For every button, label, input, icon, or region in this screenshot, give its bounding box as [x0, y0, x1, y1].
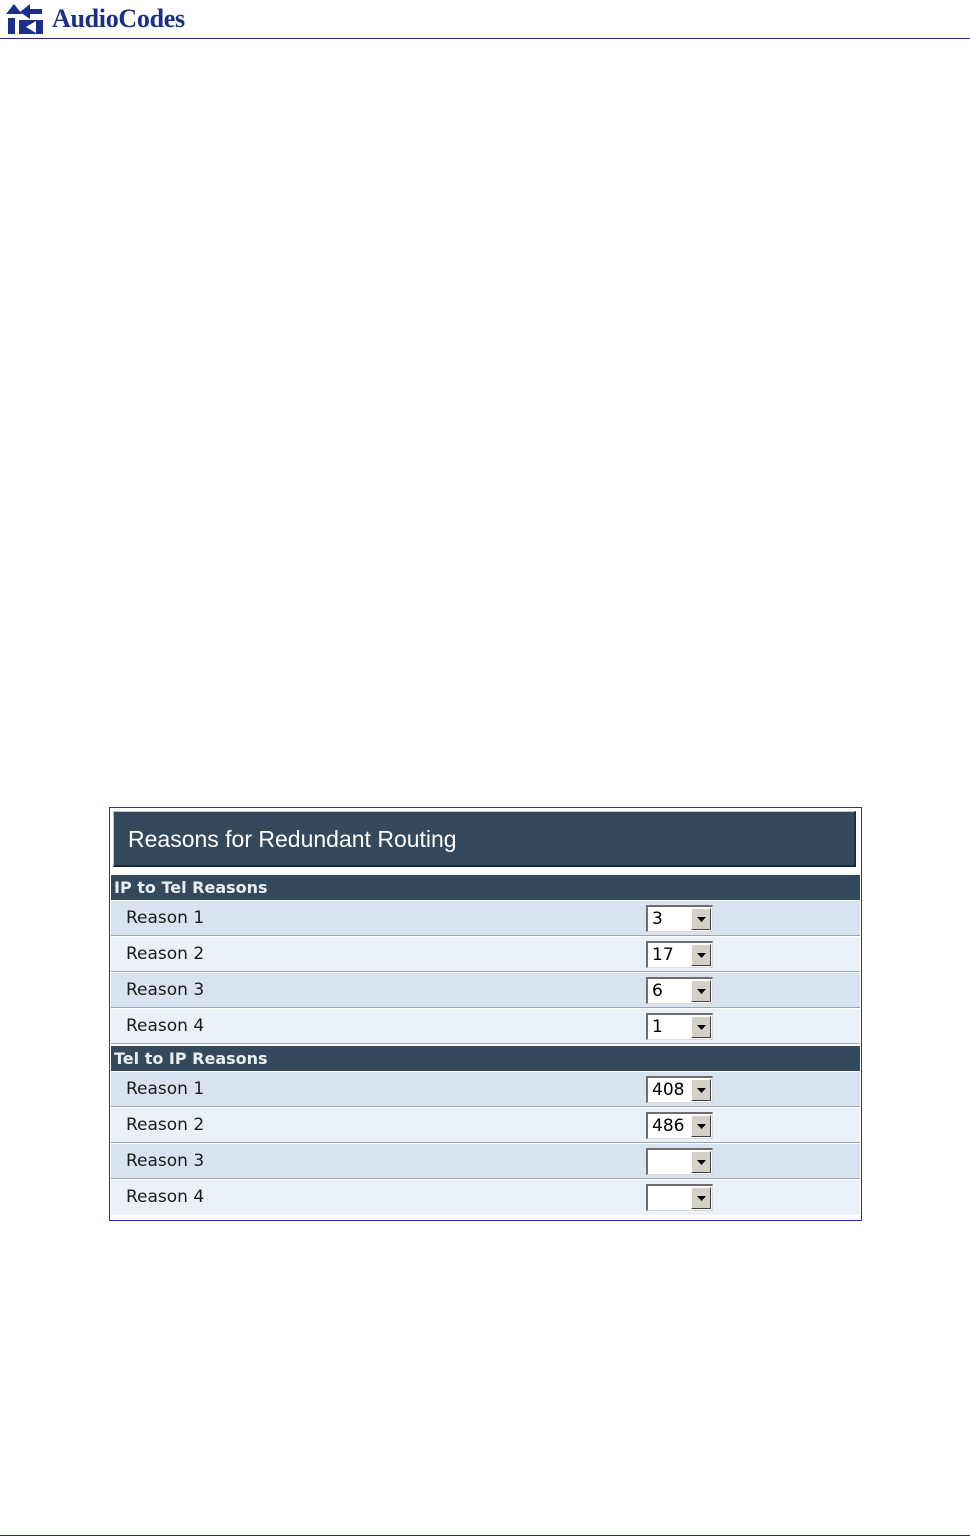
select-value: 486: [652, 1116, 685, 1136]
row-label: Reason 3: [126, 980, 205, 1000]
chevron-down-icon: [697, 989, 706, 994]
table-row: [111, 901, 860, 936]
table-row: [111, 1180, 860, 1215]
reason-select[interactable]: [646, 1184, 713, 1211]
section-tel-to-ip: [111, 1046, 860, 1071]
select-value: 6: [652, 981, 663, 1001]
section-title: Tel to IP Reasons: [114, 1049, 268, 1068]
chevron-down-icon: [697, 1160, 706, 1165]
chevron-down-icon: [697, 1196, 706, 1201]
chevron-down-icon: [697, 917, 706, 922]
reason-select[interactable]: [646, 1076, 713, 1103]
row-label: Reason 4: [126, 1187, 205, 1207]
dropdown-button[interactable]: [691, 1016, 711, 1038]
reason-select[interactable]: [646, 1013, 713, 1040]
row-label: Reason 2: [126, 944, 205, 964]
select-value: 3: [652, 909, 663, 929]
section-ip-to-tel: [111, 875, 860, 900]
chevron-down-icon: [697, 1124, 706, 1129]
dropdown-button[interactable]: [691, 1151, 711, 1173]
table-row: [111, 973, 860, 1008]
dropdown-button[interactable]: [691, 1079, 711, 1101]
chevron-down-icon: [697, 953, 706, 958]
table-row: [111, 1009, 860, 1044]
reason-select[interactable]: [646, 905, 713, 932]
audiocodes-logo-icon: [2, 2, 48, 36]
page-header: [0, 0, 970, 40]
reason-select[interactable]: [646, 1112, 713, 1139]
panel-header: [113, 811, 856, 867]
footer-divider: [0, 1535, 970, 1536]
row-label: Reason 1: [126, 908, 205, 928]
reason-select[interactable]: [646, 941, 713, 968]
panel-title: Reasons for Redundant Routing: [128, 826, 457, 852]
row-label: Reason 4: [126, 1016, 205, 1036]
reason-select[interactable]: [646, 1148, 713, 1175]
dropdown-button[interactable]: [691, 908, 711, 930]
dropdown-button[interactable]: [691, 944, 711, 966]
section-title: IP to Tel Reasons: [114, 878, 268, 897]
table-row: [111, 1144, 860, 1179]
brand-name: AudioCodes: [52, 4, 185, 33]
redundant-routing-panel: [109, 807, 862, 1221]
table-row: [111, 937, 860, 972]
select-value: 408: [652, 1080, 685, 1100]
table-row: [111, 1108, 860, 1143]
header-divider: [0, 38, 970, 39]
audiocodes-logo: [2, 1, 185, 37]
dropdown-button[interactable]: [691, 980, 711, 1002]
table-row: [111, 1072, 860, 1107]
row-label: Reason 1: [126, 1079, 205, 1099]
chevron-down-icon: [697, 1088, 706, 1093]
row-label: Reason 2: [126, 1115, 205, 1135]
dropdown-button[interactable]: [691, 1115, 711, 1137]
chevron-down-icon: [697, 1025, 706, 1030]
reason-select[interactable]: [646, 977, 713, 1004]
dropdown-button[interactable]: [691, 1187, 711, 1209]
select-value: 17: [652, 945, 674, 965]
select-value: 1: [652, 1017, 663, 1037]
row-label: Reason 3: [126, 1151, 205, 1171]
